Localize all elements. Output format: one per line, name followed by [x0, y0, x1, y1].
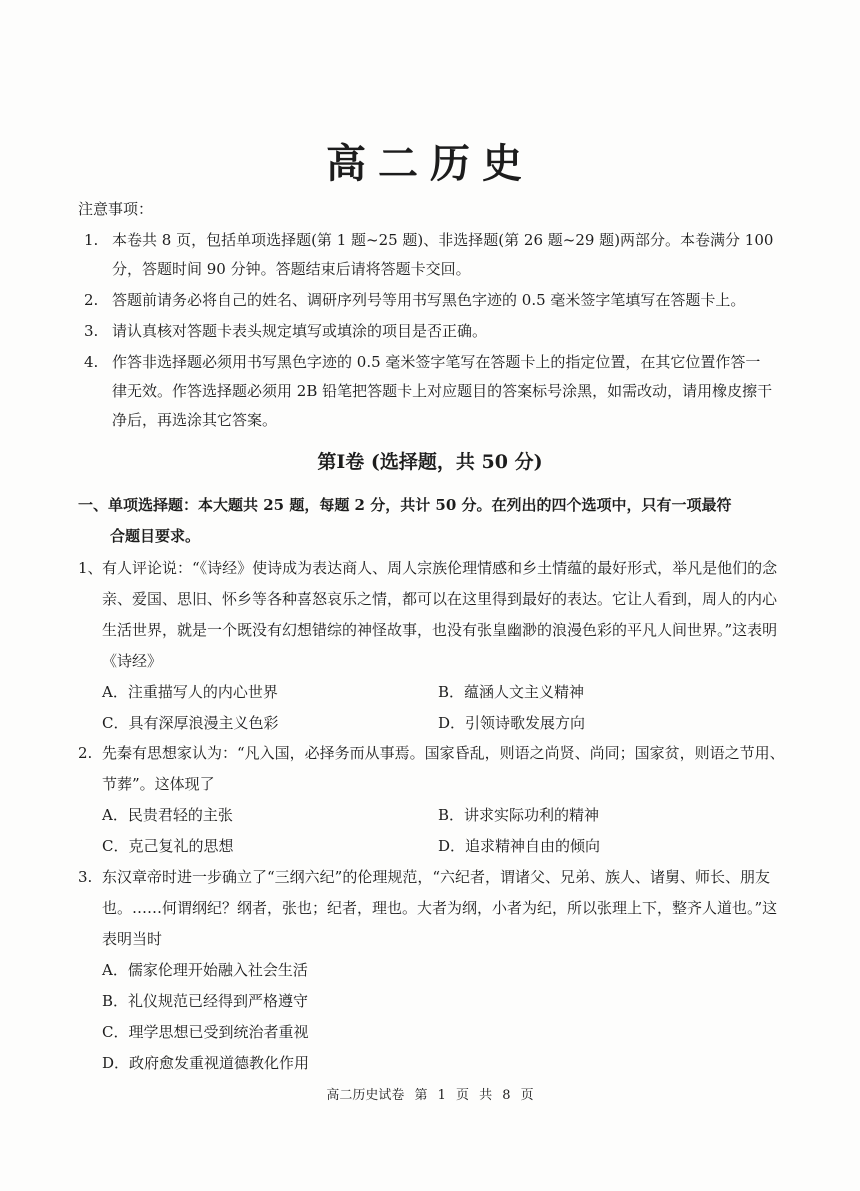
notice-item — [84, 317, 774, 346]
options — [102, 955, 790, 1079]
option-a: A．民贵君轻的主张 — [102, 806, 233, 824]
notice-item-number: 3. — [84, 322, 99, 340]
option-d: D．政府愈发重视道德教化作用 — [102, 1054, 310, 1072]
part-heading-line: 合题目要求。 — [110, 527, 201, 545]
notice-item-text: 作答非选择题必须用书写黑色字迹的 0.5 毫米签字笔写在答题卡上的指定位置，在其它位置作答一律无效。作答选择题必须用 2B 铅笔把答题卡上对应题目的答案标号涂黑，如需改动，请用橡皮擦干净后，再选涂其它答案。 — [112, 353, 773, 429]
option-b: B．讲求实际功利的精神 — [438, 806, 600, 824]
question-stem — [78, 738, 790, 800]
option-c: C．克己复礼的思想 — [102, 837, 234, 855]
notice-item-text: 本卷共 8 页，包括单项选择题(第 1 题~25 题)、非选择题(第 26 题~29 题)两部分。本卷满分 100 分，答题时间 90 分钟。答题结束后请将答题卡交回。 — [112, 231, 774, 278]
notice-item-text: 答题前请务必将自己的姓名、调研序列号等用书写黑色字迹的 0.5 毫米签字笔填写在答题卡上。 — [112, 291, 746, 309]
question-text: 有人评论说：“《诗经》使诗成为表达商人、周人宗族伦理情感和乡土情蕴的最好形式，举凡是他们的念亲、爱国、思旧、怀乡等各种喜怒哀乐之情，都可以在这里得到最好的表达。它让人看到，周人的内心生活世界，就是一个既没有幻想错综的神怪故事，也没有张皇幽渺的浪漫色彩的平凡人间世界。”这表明《诗经》 — [102, 559, 778, 670]
notice-item — [84, 348, 774, 435]
section-title: 第Ⅰ卷 (选择题，共 50 分) — [317, 451, 543, 473]
question-text: 东汉章帝时进一步确立了“三纲六纪”的伦理规范，“六纪者，谓诸父、兄弟、族人、诸舅、师长、朋友也。……何谓纲纪？纲者，张也；纪者，理也。大者为纲，小者为纪，所以张理上下，整齐人道也。”这表明当时 — [102, 868, 778, 948]
notice-item-text: 请认真核对答题卡表头规定填写或填涂的项目是否正确。 — [112, 322, 488, 340]
page-footer: 高二历史试卷 第 1 页 共 8 页 — [326, 1088, 534, 1103]
question-2 — [78, 738, 790, 862]
question-stem — [78, 862, 790, 955]
notice-item-number: 2. — [84, 291, 99, 309]
option-d: D．引领诗歌发展方向 — [438, 714, 586, 732]
question-1 — [78, 553, 790, 739]
options — [102, 800, 790, 862]
notice-item — [84, 226, 774, 284]
notice-item-number: 4. — [84, 353, 99, 371]
page-title: 高二历史 — [326, 140, 534, 187]
notice-item — [84, 286, 774, 315]
option-c: C．理学思想已受到统治者重视 — [102, 1023, 309, 1041]
option-b: B．礼仪规范已经得到严格遵守 — [102, 992, 309, 1010]
question-number: 2. — [78, 744, 93, 762]
options — [102, 677, 790, 739]
option-c: C．具有深厚浪漫主义色彩 — [102, 714, 279, 732]
notice-heading: 注意事项： — [78, 200, 154, 218]
option-a: A．注重描写人的内心世界 — [102, 683, 278, 701]
part-heading — [78, 490, 788, 552]
question-text: 先秦有思想家认为：“凡入国，必择务而从事焉。国家昏乱，则语之尚贤、尚同；国家贫，则语之节用、节葬”。这体现了 — [102, 744, 785, 793]
question-stem — [78, 553, 790, 677]
notice-item-number: 1. — [84, 231, 99, 249]
option-d: D．追求精神自由的倾向 — [438, 837, 601, 855]
option-a: A．儒家伦理开始融入社会生活 — [102, 961, 308, 979]
question-number: 3. — [78, 868, 93, 886]
question-number: 1、 — [78, 559, 103, 577]
notice-list — [84, 226, 774, 437]
option-b: B．蕴涵人文主义精神 — [438, 683, 585, 701]
question-3 — [78, 862, 790, 1079]
part-heading-line: 一、单项选择题：本大题共 25 题，每题 2 分，共计 50 分。在列出的四个选项中，只有一项最符 — [78, 496, 732, 514]
